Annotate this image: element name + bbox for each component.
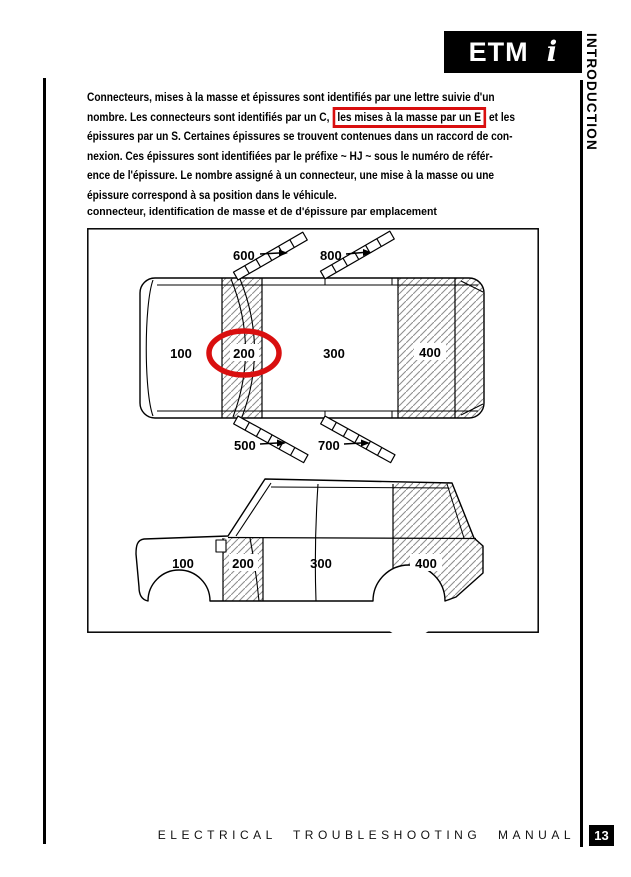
figure-caption: connecteur, identification de masse et de d'épissure par emplacement [87,206,437,218]
top-zone-label-400: 400 [419,345,441,360]
right-rule [580,80,583,847]
red-highlight-box: les mises à la masse par un E [332,107,486,128]
top-zone-label-200: 200 [233,346,255,361]
side-zone-label-400: 400 [415,556,437,571]
vehicle-zones-svg [87,228,539,633]
paragraph-line: nexion. Ces épissures sont identifiées par le préfixe ~ HJ ~ sous le numéro de référ- [87,148,493,163]
footer-manual-title: ELECTRICAL TROUBLESHOOTING MANUAL [157,828,575,842]
top-zone-label-300: 300 [323,346,345,361]
paragraph-line: Connecteurs, mises à la masse et épissures sont identifiés par une lettre suivie d'un [87,90,495,104]
page-number-badge: 13 [589,825,614,846]
loom-label-800: 800 [320,248,342,263]
vehicle-top-view [140,231,484,462]
loom-label-700: 700 [318,438,340,453]
paragraph-line: épissure correspond à sa position dans le véhicule. [87,187,337,202]
side-zone-label-100: 100 [172,556,194,571]
section-tab-introduction: INTRODUCTION [584,33,599,151]
top-zone-label-100: 100 [170,346,192,361]
paragraph-line: nombre. Les connecteurs sont identifiés par un C, les mises à la masse par un E et les [87,108,533,128]
paragraph-line: ence de l'épissure. Le nombre assigné à un connecteur, une mise à la masse ou une [87,168,495,183]
etm-logo-box [444,31,582,73]
location-diagram [87,228,539,633]
intro-paragraph [87,88,533,206]
etm-logo-text: ETM [468,36,529,67]
loom-label-600: 600 [233,248,255,263]
left-rule [43,78,46,844]
loom-label-500: 500 [234,438,256,453]
etm-info-icon: i [546,35,558,68]
side-zone-label-300: 300 [310,556,332,571]
paragraph-line: épissures par un S. Certaines épissures se trouvent contenues dans un raccord de con- [87,129,513,144]
side-zone-label-200: 200 [232,556,254,571]
vehicle-side-view [136,479,483,633]
